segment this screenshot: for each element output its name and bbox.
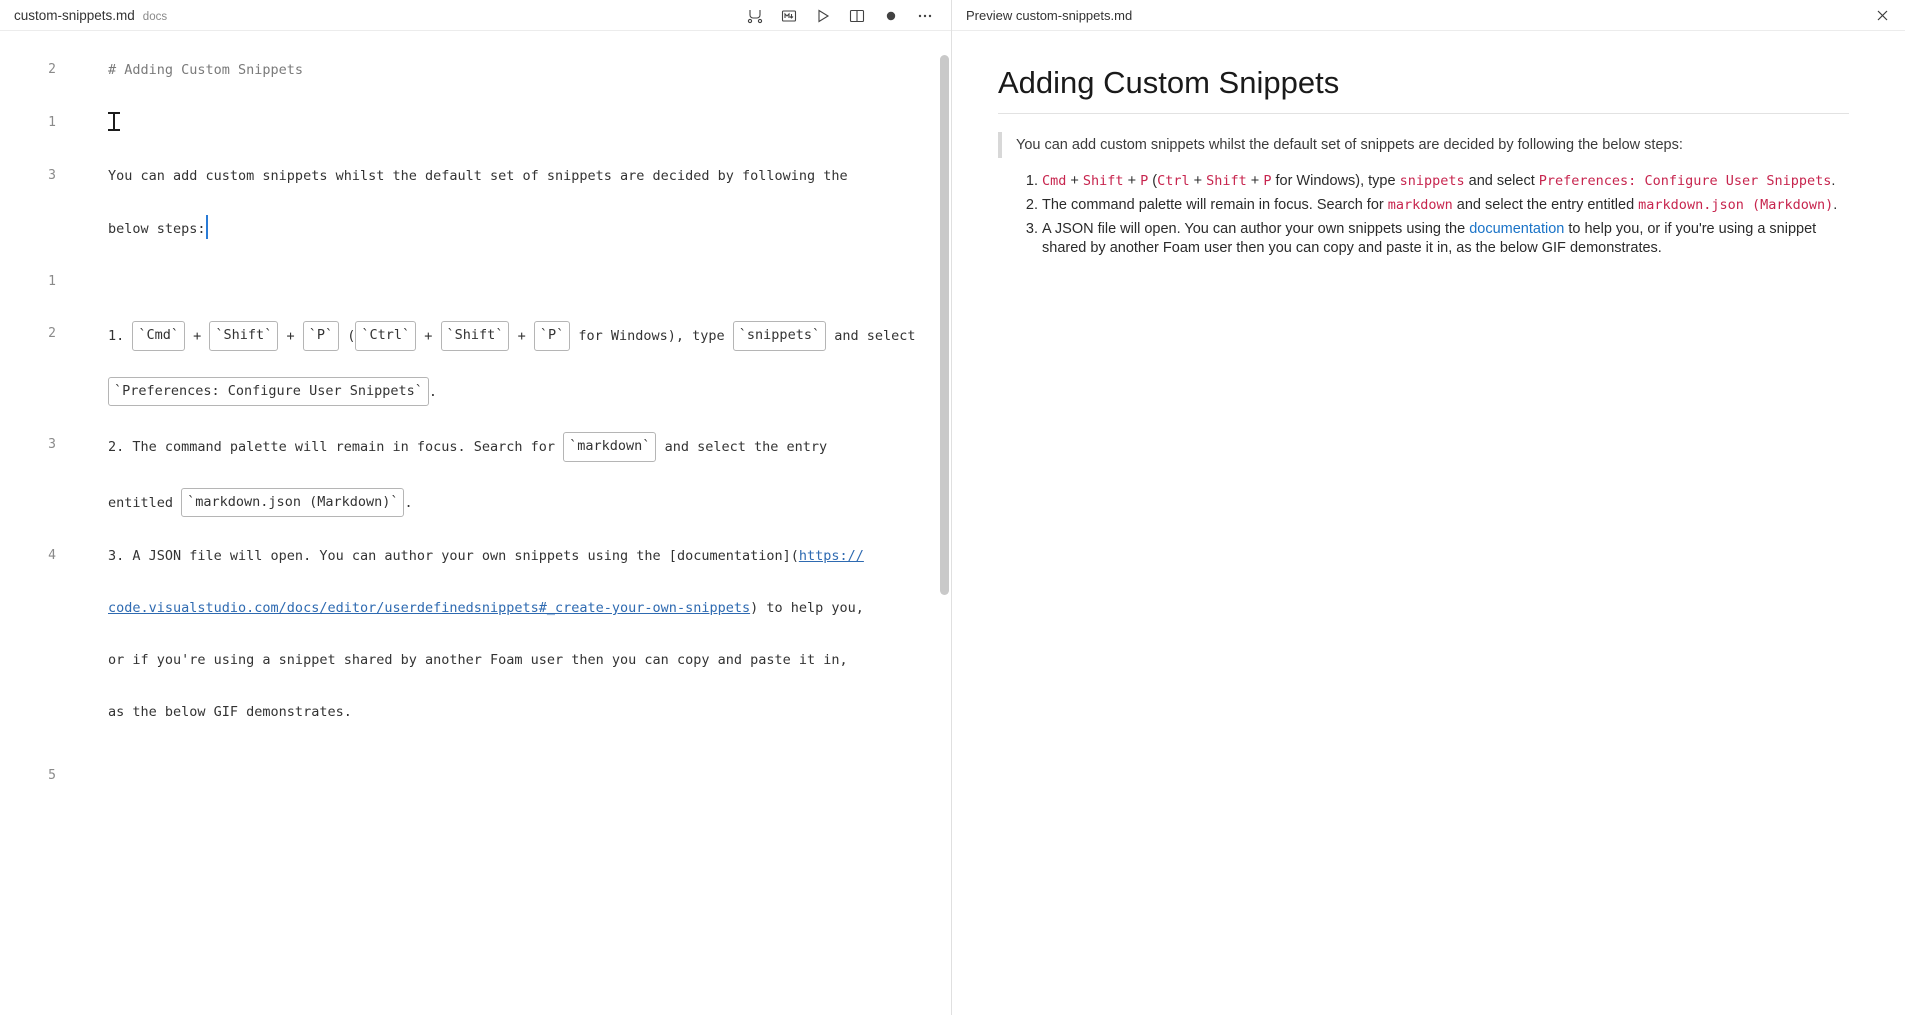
- editor-scrollbar[interactable]: [937, 31, 951, 1015]
- sep: +: [1246, 173, 1264, 190]
- line-number: 5: [48, 768, 56, 783]
- documentation-link[interactable]: documentation: [1469, 220, 1565, 237]
- text-period: .: [1833, 197, 1838, 214]
- editor-link-url-start[interactable]: https://: [798, 548, 864, 564]
- token-markdown: `markdown`: [563, 432, 656, 462]
- line-number: 3: [48, 168, 56, 183]
- sep: +: [1066, 173, 1083, 190]
- code-line: [0, 699, 951, 725]
- code-snippets: snippets: [1399, 173, 1465, 190]
- preview-pane: [952, 0, 1905, 1015]
- token-p-1: `P`: [303, 321, 339, 351]
- code-line: [0, 321, 951, 351]
- editor-tab-folder: docs: [142, 10, 168, 23]
- line-content-step-2: [72, 432, 951, 462]
- step2b-prefix: entitled: [108, 494, 182, 511]
- text-search-intro: The command palette will remain in focus. Search for: [1042, 197, 1388, 214]
- line-content-step-3-wrap-3: as the below GIF demonstrates.: [108, 704, 352, 720]
- code-line: [0, 215, 951, 242]
- line-content-step-3-wrap-2: or if you're using a snippet shared by another Foam user then you can copy and paste it in,: [108, 652, 848, 668]
- line-content-step-2-wrap: [72, 488, 951, 518]
- code-line: [0, 110, 951, 136]
- line-number: 1: [48, 274, 56, 289]
- step2b-period: .: [404, 494, 413, 511]
- line-content-paragraph-wrap: [72, 215, 951, 242]
- code-shift-2: Shift: [1206, 173, 1247, 190]
- line-content-step-3: [72, 543, 951, 569]
- code-ctrl: Ctrl: [1157, 173, 1190, 190]
- wrap-text: below steps:: [108, 221, 206, 237]
- line-content-mouse-cursor: [72, 110, 951, 136]
- list-item: [1042, 172, 1849, 192]
- step3b-tail: ) to help you,: [750, 600, 864, 616]
- editor-tabbar: [0, 0, 951, 31]
- plus-2: +: [278, 327, 303, 344]
- code-line: [0, 57, 951, 83]
- line-number: 1: [48, 115, 56, 130]
- run-markdown-icon[interactable]: [780, 7, 797, 24]
- split-editor-icon[interactable]: [848, 7, 865, 24]
- preview-title: Adding Custom Snippets: [998, 65, 1849, 114]
- step2-tail: and select the entry: [656, 438, 828, 455]
- code-line: [0, 595, 951, 621]
- list-item: [1042, 196, 1849, 216]
- split-merge-icon[interactable]: [746, 7, 763, 24]
- plus-1: +: [185, 327, 210, 344]
- token-ctrl: `Ctrl`: [355, 321, 416, 351]
- token-markdown-json: `markdown.json (Markdown)`: [181, 488, 404, 518]
- token-snippets: `snippets`: [733, 321, 826, 351]
- text-windows: for Windows), type: [1271, 173, 1400, 190]
- code-markdown: markdown: [1387, 197, 1453, 214]
- line-content-paragraph: You can add custom snippets whilst the default set of snippets are decided by following the: [108, 168, 848, 184]
- plus-3: +: [416, 327, 441, 344]
- code-line: [0, 163, 951, 189]
- code-line: [0, 488, 951, 518]
- plus-4: +: [509, 327, 534, 344]
- close-icon[interactable]: [1874, 7, 1891, 24]
- run-icon[interactable]: [814, 7, 831, 24]
- step3-prefix: 3. A JSON file will open. You can author your own snippets using the [documentation](: [108, 548, 799, 564]
- code-area[interactable]: [0, 31, 951, 1015]
- preview-ordered-list: [998, 172, 1849, 258]
- line-content-heading: # Adding Custom Snippets: [108, 62, 304, 78]
- preview-body: [952, 31, 1905, 1015]
- code-line: [0, 763, 951, 789]
- code-markdown-json: markdown.json (Markdown): [1638, 197, 1834, 214]
- code-shift: Shift: [1082, 173, 1124, 190]
- code-line: [0, 269, 951, 295]
- token-shift-1: `Shift`: [209, 321, 278, 351]
- code-line: [0, 647, 951, 673]
- token-cmd: `Cmd`: [132, 321, 185, 351]
- text-caret: [206, 215, 208, 239]
- code-line: [0, 377, 951, 407]
- editor-scrollbar-thumb[interactable]: [940, 55, 949, 595]
- line-number: 4: [48, 548, 56, 563]
- token-shift-2: `Shift`: [441, 321, 510, 351]
- record-icon[interactable]: [882, 7, 899, 24]
- code-preferences: Preferences: Configure User Snippets: [1538, 173, 1832, 190]
- list-item: [1042, 220, 1849, 259]
- line-number: 3: [48, 437, 56, 452]
- token-preferences-configure-user-snippets: `Preferences: Configure User Snippets`: [108, 377, 429, 407]
- token-p-2: `P`: [534, 321, 570, 351]
- step1b-period: .: [428, 383, 437, 400]
- text-json-intro: A JSON file will open. You can author your own snippets using the: [1042, 220, 1470, 237]
- text-json-outro: to help you, or if you're using a snippet shared by another Foam user then you can copy and paste it in, as the below GIF demonstrates.: [1042, 220, 1817, 257]
- sep: +: [1189, 173, 1207, 190]
- preview-tab[interactable]: Preview custom-snippets.md: [966, 7, 1133, 23]
- editor-body[interactable]: [0, 31, 951, 1015]
- text-and-select: and select: [1464, 173, 1539, 190]
- editor-link-url-rest[interactable]: code.visualstudio.com/docs/editor/userdefinedsnippets#_create-your-own-snippets: [108, 600, 751, 616]
- editor-tab-custom-snippets[interactable]: [0, 0, 181, 31]
- text-period: .: [1831, 173, 1836, 190]
- sep: (: [1148, 173, 1158, 190]
- step2-prefix: 2. The command palette will remain in focus. Search for: [108, 438, 564, 455]
- step1-prefix: 1.: [108, 327, 133, 344]
- code-p: P: [1140, 173, 1149, 190]
- code-p-2: P: [1263, 173, 1272, 190]
- more-actions-icon[interactable]: [916, 7, 933, 24]
- step1-tail: for Windows), type: [570, 327, 733, 344]
- code-cmd: Cmd: [1042, 173, 1067, 190]
- open-paren: (: [339, 327, 356, 344]
- line-content-step-3-wrap-1: [72, 595, 951, 621]
- editor-tab-filename: custom-snippets.md: [14, 7, 135, 23]
- preview-blockquote: You can add custom snippets whilst the default set of snippets are decided by following the below steps:: [998, 132, 1849, 158]
- code-line: [0, 543, 951, 569]
- line-number: 2: [48, 326, 56, 341]
- text-cursor-icon: [108, 112, 120, 131]
- preview-tabbar: [952, 0, 1905, 31]
- line-content-step-1: [72, 321, 951, 351]
- preview-content: [998, 65, 1849, 259]
- sep: +: [1123, 173, 1141, 190]
- editor-tab-actions: [746, 0, 933, 31]
- editor-pane: [0, 0, 952, 1015]
- line-number: 2: [48, 62, 56, 77]
- code-line: [0, 432, 951, 462]
- step1-tail2: and select: [826, 327, 916, 344]
- line-content-step-1-wrap: [72, 377, 951, 407]
- text-entry: and select the entry entitled: [1452, 197, 1639, 214]
